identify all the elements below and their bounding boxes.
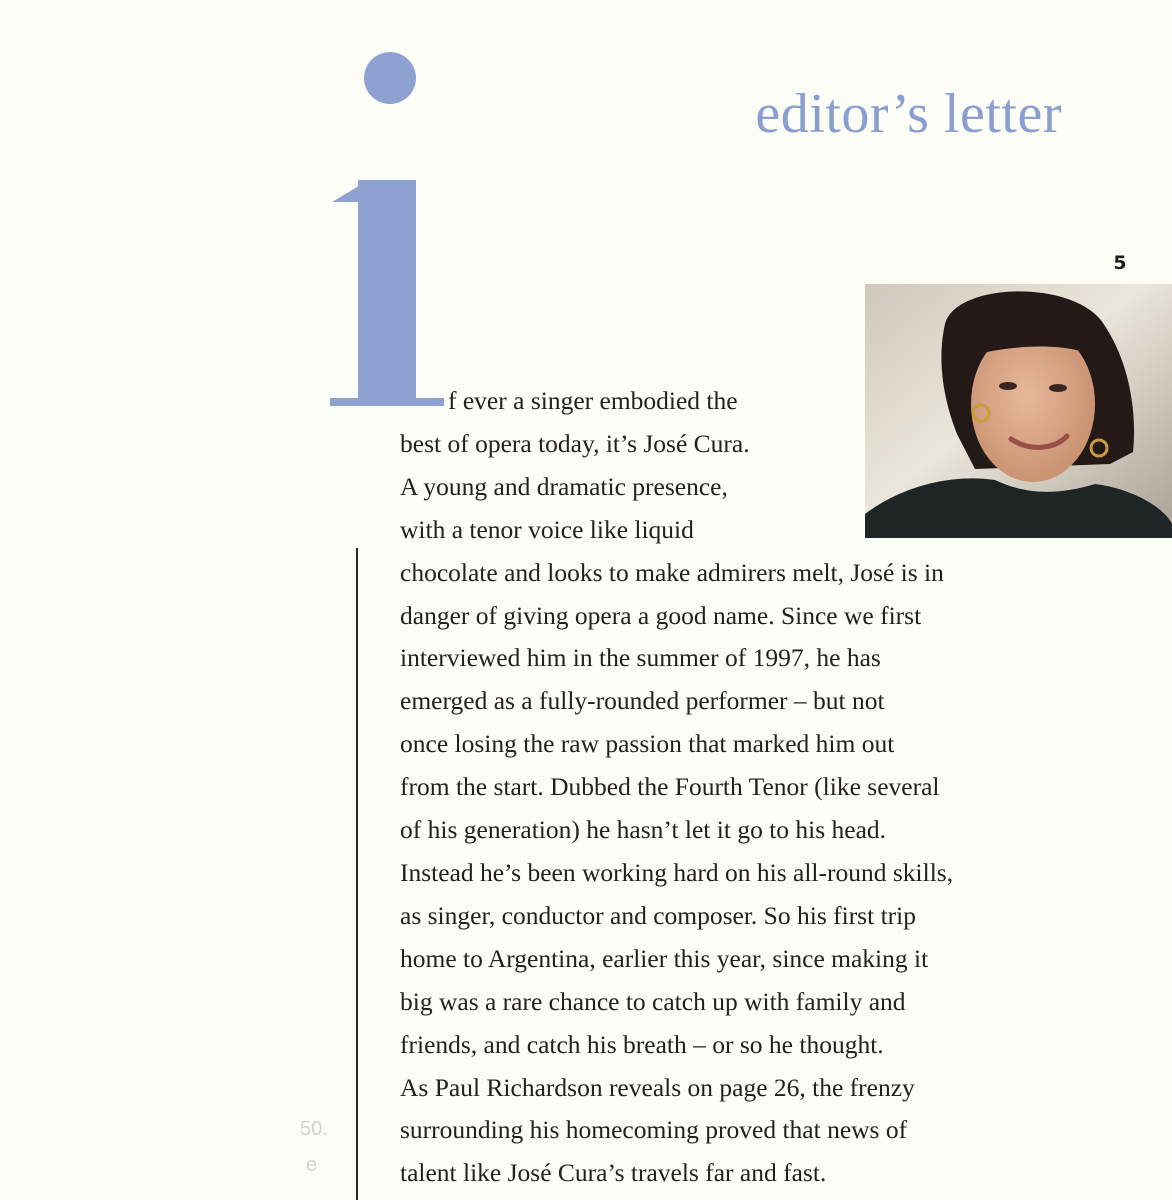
body-line: emerged as a fully-rounded performer – but not bbox=[400, 686, 885, 716]
body-line: as singer, conductor and composer. So his first trip bbox=[400, 900, 916, 930]
body-line: home to Argentina, earlier this year, since making it bbox=[400, 943, 929, 973]
bleed-through-text: 50. bbox=[300, 1118, 328, 1140]
body-line: friends, and catch his breath – or so he thought. bbox=[400, 1029, 884, 1059]
body-line: best of opera today, it’s José Cura. bbox=[400, 428, 750, 458]
body-line: talent like José Cura’s travels far and fast. bbox=[400, 1158, 827, 1188]
page-number: 5 bbox=[1113, 252, 1127, 274]
body-line: chocolate and looks to make admirers melt, José is in bbox=[400, 557, 944, 587]
body-line: interviewed him in the summer of 1997, he has bbox=[400, 643, 881, 673]
body-line: big was a rare chance to catch up with family and bbox=[400, 986, 906, 1016]
body-line: once losing the raw passion that marked him out bbox=[400, 729, 895, 759]
bleed-through-text: e bbox=[306, 1154, 318, 1176]
page-title: editor’s letter bbox=[755, 83, 1062, 145]
body-line: from the start. Dubbed the Fourth Tenor (like several bbox=[400, 772, 940, 802]
body-line: f ever a singer embodied the bbox=[448, 386, 738, 415]
body-line: surrounding his homecoming proved that news of bbox=[400, 1115, 908, 1145]
body-line: As Paul Richardson reveals on page 26, the frenzy bbox=[400, 1072, 915, 1102]
body-line: of his generation) he hasn’t let it go to his head. bbox=[400, 815, 887, 845]
body-line: A young and dramatic presence, bbox=[400, 471, 728, 501]
drop-cap-stem bbox=[358, 180, 416, 402]
body-line: with a tenor voice like liquid bbox=[400, 514, 694, 544]
margin-rule bbox=[356, 548, 358, 1200]
body-line: danger of giving opera a good name. Since we first bbox=[400, 600, 922, 630]
letter-body bbox=[400, 380, 1080, 1195]
drop-cap-dot bbox=[364, 52, 416, 104]
body-line: Instead he’s been working hard on his all-round skills, bbox=[400, 857, 954, 887]
